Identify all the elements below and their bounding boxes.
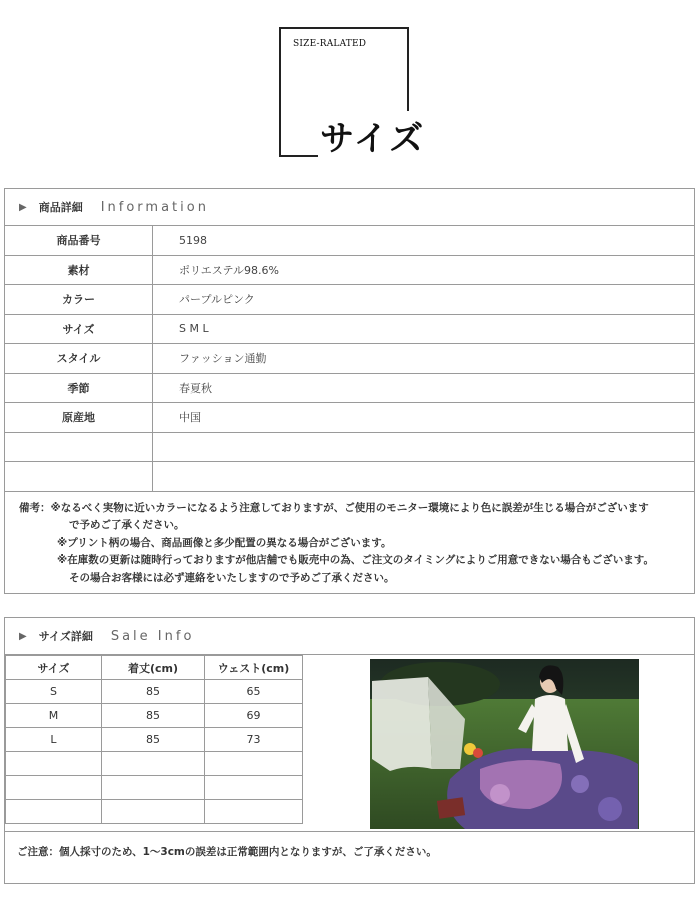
table-row [6,752,303,776]
info-row-value [153,462,694,491]
triangle-right-icon: ▶ [19,630,27,642]
info-row-key: カラー [5,285,153,314]
info-row-value: 春夏秋 [179,381,212,395]
info-row [5,226,694,256]
info-row-value: 中国 [179,411,201,425]
note-line: 備考：※なるべく実物に近いカラーになるよう注意しておりますが、ご使用のモニター環境により色に誤差が生じる場合がございます [19,501,649,514]
info-row [5,344,694,374]
table-cell [102,776,205,800]
table-row [6,776,303,800]
table-cell: 73 [205,728,303,752]
table-cell: 69 [205,704,303,728]
info-section [4,188,695,594]
size-title-jp: サイズ詳細 [38,630,93,643]
waist-col-header: ウェスト(cm) [205,656,303,680]
table-cell [102,752,205,776]
info-row-key [5,462,153,491]
info-row-key [5,433,153,462]
table-row [6,800,303,824]
table-row [6,728,303,752]
header-label: SIZE-RALATED [293,39,367,49]
table-cell [6,752,102,776]
table-cell: 65 [205,680,303,704]
table-cell [205,800,303,824]
table-row [6,704,303,728]
notes-block [5,492,694,594]
table-cell [102,800,205,824]
info-row-key: サイズ [5,315,153,344]
product-photo [370,659,639,829]
info-row [5,256,694,286]
size-section-header [5,618,694,655]
info-row [5,315,694,345]
table-cell [205,776,303,800]
table-cell: 85 [102,680,205,704]
table-cell: 85 [102,728,205,752]
table-cell: S [6,680,102,704]
info-row-key: 素材 [5,256,153,285]
caution-note: ご注意：個人採寸のため、1～3cmの誤差は正常範囲内となりますが、ご了承ください。 [5,831,694,871]
info-row [5,374,694,404]
info-row [5,433,694,463]
info-row-value: ポリエステル98.6% [179,263,279,277]
table-cell [205,752,303,776]
info-row [5,403,694,433]
note-line: ※プリント柄の場合、商品画像と多少配置の異なる場合がございます。 [57,536,392,549]
info-row-value: パープルピンク [179,293,255,307]
info-row-key: 商品番号 [5,226,153,255]
page-title: サイズ [318,111,427,160]
table-cell: M [6,704,102,728]
info-row-value: 5198 [179,233,207,247]
info-row [5,462,694,492]
info-row-value: S M L [179,322,209,336]
note-line: ※在庫数の更新は随時行っておりますが他店舗でも販売中の為、ご注文のタイミングによりご用意できない場合もございます。 [57,554,654,566]
info-title-en: Information [100,199,209,215]
table-cell [6,776,102,800]
note-line: で予めご了承ください。 [69,519,185,531]
info-row-key: スタイル [5,344,153,373]
note-line: その場合お客様には必ず連絡をいたしますので予めご了承ください。 [69,571,395,584]
info-row-value: ファッション通勤 [179,352,267,366]
info-row-key: 季節 [5,374,153,403]
size-col-header: サイズ [6,656,102,680]
info-row-key: 原産地 [5,403,153,432]
triangle-right-icon: ▶ [19,201,27,213]
info-section-header [5,189,694,226]
info-row [5,285,694,315]
size-title-en: Sale Info [110,628,195,644]
info-table [5,226,694,492]
table-cell [6,800,102,824]
table-row [6,680,303,704]
table-cell: 85 [102,704,205,728]
table-cell: L [6,728,102,752]
length-col-header: 着丈(cm) [102,656,205,680]
info-row-value [153,433,694,462]
size-section [4,617,695,884]
size-table [5,655,303,824]
info-title-jp: 商品詳細 [38,201,83,214]
